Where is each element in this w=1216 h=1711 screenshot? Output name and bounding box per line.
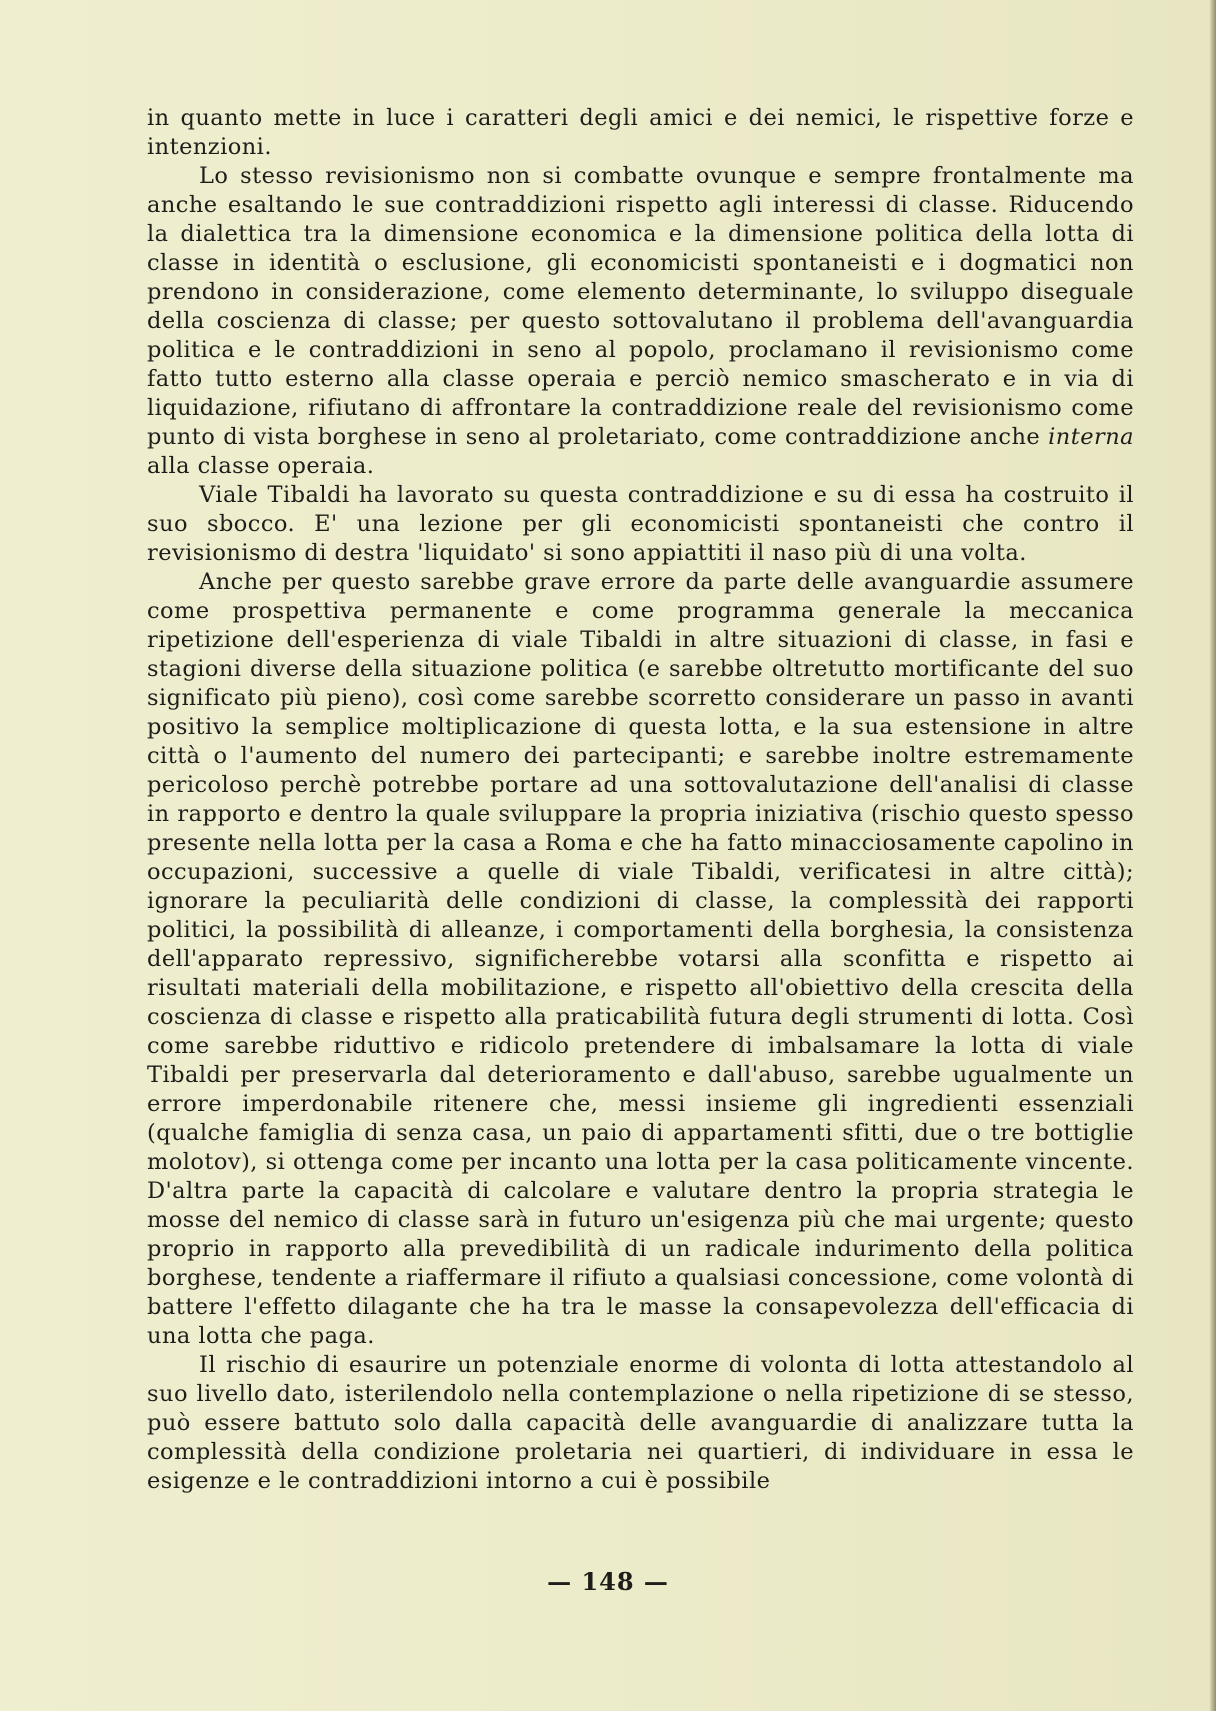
- paragraph-4: [147, 568, 1134, 1351]
- paragraph-2-tail: alla classe operaia.: [147, 453, 375, 479]
- paragraph-3-text: Viale Tibaldi ha lavorato su questa contraddizione e su di essa ha costruito il suo sbocco. E' una lezione per gli economicisti spontaneisti che contro il revisionismo di destra 'liquidato' si sono appiattiti il naso più di una volta.: [147, 482, 1134, 566]
- paragraph-2-emphasis: interna: [1048, 424, 1134, 450]
- page-number: — 148 —: [547, 1567, 669, 1596]
- paragraph-2-text: Lo stesso revisionismo non si combatte ovunque e sempre frontalmente ma anche esaltando le sue contraddizioni rispetto agli interessi di classe. Riducendo la dialettica tra la dimensione economica e la dimensione politica della lotta di classe in identità o esclusione, gli economicisti spontaneisti e i dogmatici non prendono in considerazione, come elemento determinante, lo sviluppo diseguale della coscienza di classe; per questo sottovalutano il problema dell'avanguardia politica e le contraddizioni in seno al popolo, proclamano il revisionismo come fatto tutto esterno alla classe operaia e perciò nemico smascherato e in via di liquidazione, rifiutano di affrontare la contraddizione reale del revisionismo come punto di vista borghese in seno al proletariato, come contraddizione anche: [147, 163, 1134, 450]
- paragraph-3: [147, 481, 1134, 568]
- paragraph-4-text: Anche per questo sarebbe grave errore da parte delle avanguardie assumere come prospettiva permanente e come programma generale la meccanica ripetizione dell'esperienza di viale Tibaldi in altre situazioni di classe, in fasi e stagioni diverse della situazione politica (e sarebbe oltretutto mortificante del suo significato più pieno), così come sarebbe scorretto considerare un passo in avanti positivo la semplice moltiplicazione di questa lotta, e la sua estensione in altre città o l'aumento del numero dei partecipanti; e sarebbe inoltre estremamente pericoloso perchè potrebbe portare ad una sottovalutazione dell'analisi di classe in rapporto e dentro la quale sviluppare la propria iniziativa (rischio questo spesso presente nella lotta per la casa a Roma e che ha fatto minacciosamente capolino in occupazioni, successive a quelle di viale Tibaldi, verificatesi in altre città); ignorare la peculiarità delle condizioni di classe, la complessità dei rapporti politici, la possibilità di alleanze, i comportamenti della borghesia, la consistenza dell'apparato repressivo, significherebbe votarsi alla sconfitta e rispetto ai risultati materiali della mobilitazione, e rispetto all'obiettivo della crescita della coscienza di classe e rispetto alla praticabilità futura degli strumenti di lotta. Così come sarebbe riduttivo e ridicolo pretendere di imbalsamare la lotta di viale Tibaldi per preservarla dal deterioramento e dall'abuso, sarebbe ugualmente un errore imperdonabile ritenere che, messi insieme gli ingredienti essenziali (qualche famiglia di senza casa, un paio di appartamenti sfitti, due o tre bottiglie molotov), si ottenga come per incanto una lotta per la casa politicamente vincente. D'altra parte la capacità di calcolare e valutare dentro la propria strategia le mosse del nemico di classe sarà in futuro un'esigenza più che mai urgente; questo proprio in rapporto alla prevedibilità di un radicale indurimento della politica borghese, tendente a riaffermare il rifiuto a qualsiasi concessione, come volontà di battere l'effetto dilagante che ha tra le masse la consapevolezza dell'efficacia di una lotta che paga.: [147, 569, 1134, 1349]
- page-edge: [1210, 0, 1216, 1711]
- paragraph-1-text: in quanto mette in luce i caratteri degli amici e dei nemici, le rispettive forze e intenzioni.: [147, 105, 1134, 160]
- body-text: [147, 104, 1134, 1496]
- paragraph-5: [147, 1351, 1134, 1496]
- paragraph-2: [147, 162, 1134, 481]
- paragraph-5-text: Il rischio di esaurire un potenziale enorme di volonta di lotta attestandolo al suo livello dato, isterilendolo nella contemplazione o nella ripetizione di se stesso, può essere battuto solo dalla capacità delle avanguardie di analizzare tutta la complessità della condizione proletaria nei quartieri, di individuare in essa le esigenze e le contraddizioni intorno a cui è possibile: [147, 1352, 1134, 1494]
- paragraph-1: [147, 104, 1134, 162]
